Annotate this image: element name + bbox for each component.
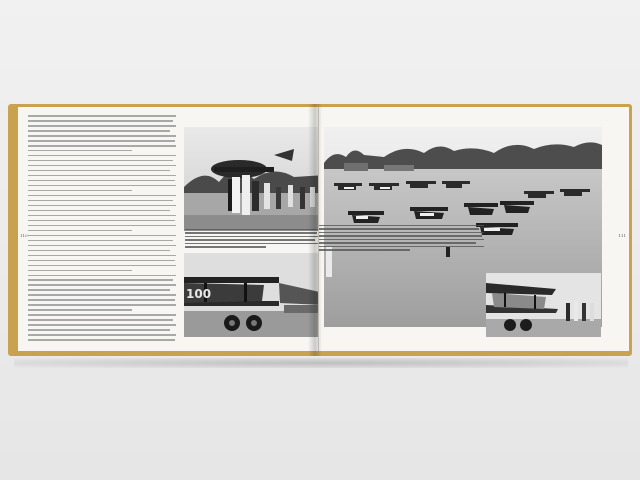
text-line: [28, 170, 170, 172]
text-line: [28, 324, 176, 326]
right-page-number: 111: [618, 233, 626, 238]
text-line: [319, 246, 484, 247]
text-line: [319, 235, 482, 236]
text-line: [28, 225, 176, 227]
text-line: [28, 265, 176, 267]
text-line: [28, 270, 132, 272]
right-page: [319, 107, 629, 351]
text-line: [28, 319, 173, 321]
text-line: [319, 249, 410, 250]
left-page-number: 110: [20, 233, 28, 238]
text-line: [319, 228, 479, 229]
text-line: [28, 140, 175, 142]
fuselage-number: 100: [186, 287, 212, 301]
text-line: [28, 115, 176, 117]
text-line: [185, 229, 319, 230]
text-line: [319, 225, 484, 226]
text-line: [28, 299, 175, 301]
left-photo-caption: [185, 229, 319, 247]
left-page: [18, 107, 319, 351]
text-line: [28, 120, 173, 122]
text-line: [28, 275, 176, 277]
text-line: [28, 180, 175, 182]
crowd-aircraft-photo: [184, 127, 319, 231]
text-line: [28, 260, 175, 262]
book-shadow: [14, 358, 628, 368]
parked-biplane-photo: [486, 273, 601, 337]
text-line: [28, 135, 176, 137]
text-line: [28, 240, 173, 242]
text-line: [28, 339, 175, 341]
text-line: [28, 175, 176, 177]
text-line: [28, 294, 176, 296]
text-line: [28, 185, 176, 187]
text-line: [28, 150, 132, 152]
text-line: [28, 255, 176, 257]
text-line: [185, 236, 319, 237]
text-line: [28, 190, 132, 192]
text-line: [28, 220, 175, 222]
text-line: [28, 125, 176, 127]
text-line: [319, 239, 484, 240]
text-line: [185, 239, 315, 240]
text-line: [28, 130, 170, 132]
text-line: [28, 210, 170, 212]
text-line: [28, 165, 176, 167]
text-line: [28, 215, 176, 217]
text-line: [28, 195, 176, 197]
left-text-column: [28, 115, 176, 345]
text-line: [28, 334, 176, 336]
text-line: [28, 145, 176, 147]
text-line: [28, 235, 176, 237]
text-line: [28, 289, 170, 291]
text-line: [319, 242, 476, 243]
text-line: [28, 160, 173, 162]
text-line: [28, 205, 176, 207]
text-line: [28, 304, 176, 306]
text-line: [185, 232, 317, 233]
text-line: [28, 314, 176, 316]
right-photo-caption: [319, 225, 484, 253]
text-line: [185, 243, 319, 244]
text-line: [28, 329, 170, 331]
text-line: [319, 232, 484, 233]
text-line: [28, 309, 132, 311]
text-line: [28, 279, 173, 281]
text-line: [28, 230, 132, 232]
text-line: [185, 246, 266, 247]
text-line: [28, 250, 170, 252]
biplane-closeup-photo: [184, 253, 319, 337]
text-line: [28, 245, 176, 247]
text-line: [28, 155, 176, 157]
open-book: [8, 104, 632, 356]
text-line: [28, 200, 173, 202]
text-line: [28, 284, 176, 286]
